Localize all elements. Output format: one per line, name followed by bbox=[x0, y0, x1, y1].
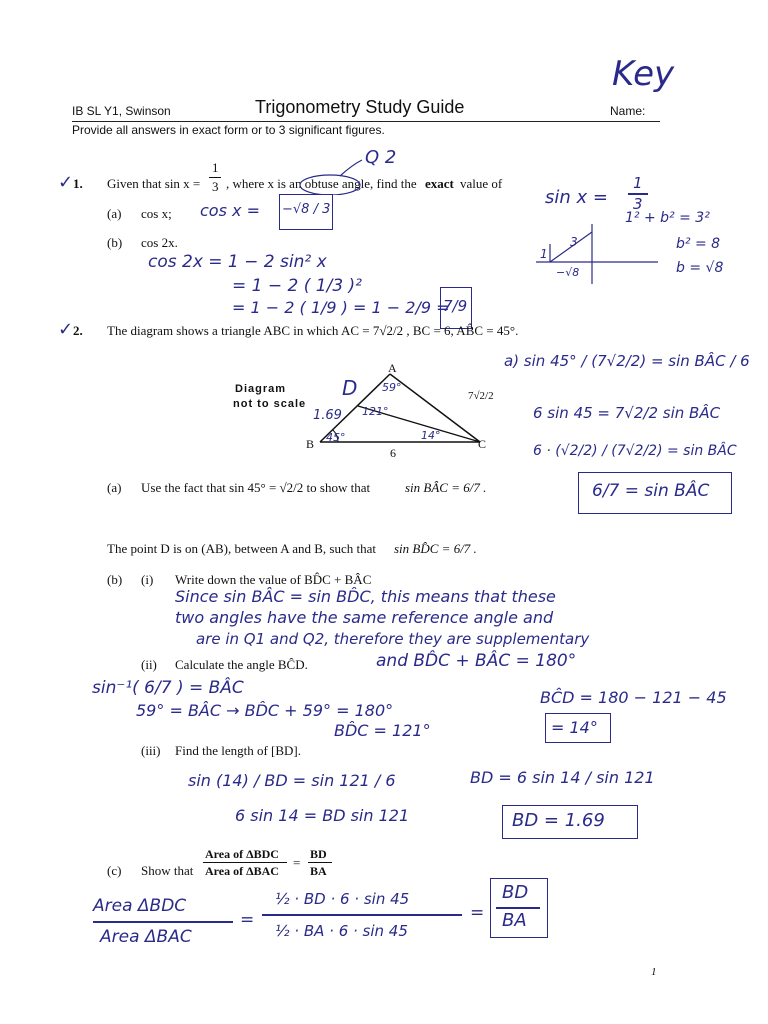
angle-c-note: 14° bbox=[421, 429, 441, 442]
diagram-label-2: not to scale bbox=[233, 398, 307, 410]
page-number: 1 bbox=[651, 966, 657, 978]
q1-frac-line bbox=[209, 177, 221, 178]
q2bi-text: Write down the value of BD̂C + BÂC bbox=[175, 572, 372, 587]
angle-a-note: 59° bbox=[382, 381, 402, 394]
q2biii-answer: BD = 1.69 bbox=[512, 810, 605, 831]
q2biii-text: Find the length of [BD]. bbox=[175, 743, 302, 758]
q1-unit-triangle-sketch bbox=[532, 222, 662, 292]
q2biii-work-1: sin (14) / BD = sin 121 / 6 bbox=[188, 771, 396, 790]
vertex-d: D bbox=[342, 376, 358, 400]
q1b-label: (b) bbox=[107, 235, 123, 250]
header-rule bbox=[72, 121, 660, 122]
instructions: Provide all answers in exact form or to 3 significant figures. bbox=[72, 123, 385, 137]
q1b-answer: 7/9 bbox=[443, 297, 468, 315]
q2biii-label: (iii) bbox=[141, 743, 161, 758]
q2c-work-mline bbox=[262, 914, 462, 916]
q1-frac-den: 3 bbox=[212, 179, 219, 194]
q1a-text: cos x; bbox=[141, 206, 172, 221]
q2c-label: (c) bbox=[107, 863, 122, 878]
point-d-italic: sin BD̂C = 6/7 . bbox=[394, 541, 477, 556]
q2biii-work-3: BD = 6 sin 14 / sin 121 bbox=[470, 768, 655, 787]
q2a-label: (a) bbox=[107, 480, 122, 495]
side-bc-label: 6 bbox=[390, 446, 396, 460]
q1-text-b: , where x is an obtuse angle, find the bbox=[226, 176, 417, 191]
q1-tri-opp: 1 bbox=[540, 247, 548, 261]
q2bi-work-4: and BD̂C + BÂC = 180° bbox=[376, 651, 577, 671]
q2c-work-rline bbox=[496, 907, 540, 909]
q2bii-work-1: sin⁻¹( 6/7 ) = BÂC bbox=[92, 678, 244, 698]
answer-key-label: Key bbox=[612, 54, 675, 94]
length-bd-note: 1.69 bbox=[313, 408, 342, 423]
q2c-numerator: Area of ΔBDC bbox=[205, 847, 279, 861]
q2-number: 2. bbox=[73, 323, 83, 338]
q2c-work-lden: Area ΔBAC bbox=[100, 927, 192, 947]
q1a-work: cos x = bbox=[200, 201, 260, 220]
name-label: Name: bbox=[610, 104, 646, 118]
q2a-italic: sin BÂC = 6/7 . bbox=[405, 480, 487, 495]
q2bii-work-4: BĈD = 180 − 121 − 45 bbox=[540, 688, 727, 707]
q2c-r-denominator: BA bbox=[310, 864, 327, 878]
q2a-work-3: 6 · (√2/2) / (7√2/2) = sin BÂC bbox=[533, 443, 737, 459]
q2a-text: Use the fact that sin 45° = √2/2 to show that bbox=[141, 480, 371, 495]
q2c-text: Show that bbox=[141, 863, 194, 878]
q1b-text: cos 2x. bbox=[141, 235, 178, 250]
q2bii-work-2: 59° = BÂC → BD̂C + 59° = 180° bbox=[136, 701, 394, 720]
q2biii-work-2: 6 sin 14 = BD sin 121 bbox=[235, 806, 410, 825]
q1-side-eq-2: b² = 8 bbox=[676, 236, 721, 252]
q2c-r-frac-line bbox=[308, 862, 332, 863]
q2c-work-eq2: = bbox=[470, 903, 485, 923]
vertex-b: B bbox=[306, 437, 315, 451]
q1-side-eq-1: 1² + b² = 3² bbox=[625, 210, 710, 226]
check-mark: ✓ bbox=[58, 172, 74, 193]
q2bi-work-2: two angles have the same reference angle and bbox=[175, 608, 554, 627]
q1-side-sin: sin x = bbox=[545, 187, 608, 208]
q2bi-label: (i) bbox=[141, 572, 154, 587]
q1a-label: (a) bbox=[107, 206, 122, 221]
q2c-work-mden: ½ · BA · 6 · sin 45 bbox=[275, 922, 408, 940]
q2c-work-rnum: BD bbox=[502, 882, 529, 903]
q1b-work-3: = 1 − 2 ( 1/9 ) = 1 − 2/9 = bbox=[232, 298, 450, 317]
course-label: IB SL Y1, Swinson bbox=[72, 104, 171, 118]
q2bii-label: (ii) bbox=[141, 657, 157, 672]
angle-d-note: 121° bbox=[362, 405, 389, 418]
vertex-c: C bbox=[478, 437, 487, 451]
q2c-work-rden: BA bbox=[502, 910, 527, 931]
q1-annotation-marks bbox=[300, 150, 380, 195]
q1-text-c: value of bbox=[460, 176, 503, 191]
q1-text-a: Given that sin x = bbox=[107, 176, 201, 191]
q1-tri-hyp: 3 bbox=[570, 235, 578, 249]
q1-frac-num: 1 bbox=[212, 160, 219, 175]
q1-side-sin-den: 3 bbox=[633, 195, 643, 213]
q2bii-work-3: BD̂C = 121° bbox=[334, 721, 431, 740]
diagram-label-1: Diagram bbox=[235, 383, 287, 395]
q2c-r-numerator: BD bbox=[310, 847, 327, 861]
q2a-work-2: 6 sin 45 = 7√2/2 sin BÂC bbox=[533, 404, 721, 422]
q2c-frac-line bbox=[203, 862, 287, 863]
q2c-work-lline bbox=[93, 921, 233, 923]
q2a-work-1: a) sin 45° / (7√2/2) = sin BÂC / 6 bbox=[504, 352, 750, 370]
q1b-work-1: cos 2x = 1 − 2 sin² x bbox=[148, 252, 327, 272]
q1-side-eq-3: b = √8 bbox=[676, 260, 724, 276]
q2-text: The diagram shows a triangle ABC in which AC = 7√2/2 , BC = 6, AB̂C = 45°. bbox=[107, 323, 519, 338]
q2a-answer: 6/7 = sin BÂC bbox=[592, 481, 710, 501]
q2c-equals: = bbox=[293, 855, 301, 870]
q2c-work-mnum: ½ · BD · 6 · sin 45 bbox=[275, 890, 410, 908]
q2c-work-eq: = bbox=[240, 910, 255, 930]
q1-note-q2: Q 2 bbox=[365, 147, 397, 168]
q1a-answer: −√8 / 3 bbox=[282, 202, 331, 217]
q2bii-answer: = 14° bbox=[551, 718, 598, 737]
side-ac-label: 7√2/2 bbox=[468, 390, 494, 402]
q2bi-work-3: are in Q1 and Q2, therefore they are supplementary bbox=[196, 630, 590, 648]
q1b-work-2: = 1 − 2 ( 1/3 )² bbox=[232, 276, 362, 296]
angle-b-note: 45° bbox=[326, 431, 346, 444]
vertex-a: A bbox=[388, 361, 397, 375]
q2bi-work-1: Since sin BÂC = sin BD̂C, this means that these bbox=[175, 587, 556, 606]
q1-number: 1. bbox=[73, 176, 83, 191]
q2bii-text: Calculate the angle BĈD. bbox=[175, 657, 308, 672]
point-d-text: The point D is on (AB), between A and B, such that bbox=[107, 541, 376, 556]
q2c-work-lnum: Area ΔBDC bbox=[93, 896, 187, 916]
page-title: Trigonometry Study Guide bbox=[255, 97, 465, 117]
q2b-label: (b) bbox=[107, 572, 123, 587]
q2c-denominator: Area of ΔBAC bbox=[205, 864, 279, 878]
q1-tri-adj: −√8 bbox=[556, 266, 580, 279]
q1-side-sin-num: 1 bbox=[633, 174, 643, 192]
check-mark: ✓ bbox=[58, 319, 74, 340]
q1-text-bold: exact bbox=[425, 176, 454, 191]
